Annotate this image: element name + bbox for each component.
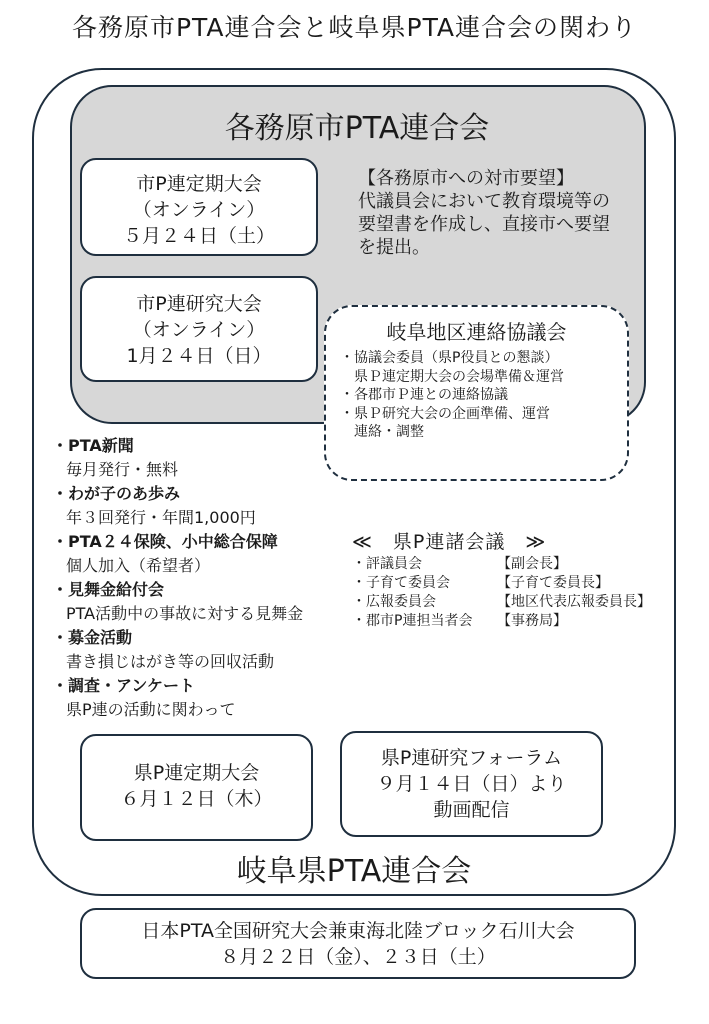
council-row (352, 555, 651, 574)
list-item: 連絡・調整 (340, 424, 424, 440)
box-line: 動画配信 (433, 799, 510, 821)
box-line: ６月１２日（木） (120, 788, 273, 810)
council-role: 【副会長】 (497, 556, 567, 572)
service-description: 年３回発行・年間1,000円 (66, 508, 256, 527)
request-line: 要望書を作成し、直接市へ要望 (358, 214, 610, 235)
council-role: 【地区代表広報委員長】 (497, 594, 651, 610)
prefecture-councils-list (352, 555, 651, 631)
council-row (352, 612, 651, 631)
council-role: 【子育て委員長】 (497, 575, 609, 591)
request-line: 代議員会において教育環境等の (358, 191, 610, 212)
page-title: 各務原市PTA連合会と岐阜県PTA連合会の関わり (71, 13, 638, 42)
service-item (52, 674, 352, 722)
service-heading: ・調査・アンケート (52, 676, 196, 695)
box-line: 市P連定期大会 (136, 173, 262, 195)
service-heading: ・募金活動 (52, 628, 133, 647)
prefecture-councils-title: ≪ 県P連諸会議 ≫ (352, 531, 547, 553)
box-line: 県P連研究フォーラム (380, 747, 563, 769)
list-item: ・県Ｐ研究大会の企画準備、運営 (340, 405, 550, 422)
list-item: ・協議会委員（県P役員との懇談） (340, 350, 559, 366)
district-council-items (340, 349, 564, 442)
service-heading: ・PTA新聞 (52, 436, 134, 455)
district-council-title: 岐阜地区連絡協議会 (386, 320, 567, 344)
box-line: 市P連研究大会 (136, 293, 262, 315)
service-heading: ・PTA２４保険、小中総合保障 (52, 532, 278, 551)
council-name: ・広報委員会 (352, 594, 436, 610)
service-item (52, 626, 352, 674)
services-list (52, 434, 352, 722)
service-item (52, 482, 352, 530)
city-research-meeting-box (80, 276, 318, 382)
service-description: 個人加入（希望者） (66, 556, 211, 575)
service-heading: ・わが子のあ歩み (52, 484, 181, 503)
service-description: 毎月発行・無料 (66, 460, 179, 479)
box-line: 1月２４日（日） (126, 345, 272, 367)
council-name: ・評議員会 (352, 556, 422, 572)
council-role: 【事務局】 (497, 613, 567, 629)
box-line: ８月２２日（金）、２３日（土） (220, 946, 496, 968)
city-pta-title: 各務原市PTA連合会 (224, 111, 490, 146)
council-name: ・子育て委員会 (352, 575, 450, 591)
prefecture-research-forum-box (340, 731, 603, 837)
box-line: ９月１４日（日）より (376, 773, 567, 795)
request-line: 【各務原市への対市要望】 (358, 168, 574, 189)
council-row (352, 593, 651, 612)
box-line: （オンライン） (132, 199, 266, 221)
service-item (52, 434, 352, 482)
box-line: 日本PTA全国研究大会兼東海北陸ブロック石川大会 (141, 920, 575, 942)
box-line: ５月２４日（土） (122, 225, 275, 247)
box-line: 県P連定期大会 (133, 762, 260, 784)
city-regular-meeting-box (80, 158, 318, 256)
service-item (52, 578, 352, 626)
service-description: 県P連の活動に関わって (66, 700, 236, 719)
service-description: PTA活動中の事故に対する見舞金 (66, 604, 304, 623)
service-description: 書き損じはがき等の回収活動 (66, 652, 275, 671)
list-item: 県Ｐ連定期大会の会場準備＆運営 (340, 368, 564, 385)
council-row (352, 574, 651, 593)
service-heading: ・見舞金給付会 (52, 580, 165, 599)
prefecture-pta-title: 岐阜県PTA連合会 (236, 854, 472, 889)
request-line: を提出。 (358, 237, 430, 258)
city-request-text (358, 167, 638, 259)
prefecture-regular-meeting-box (80, 734, 313, 841)
list-item: ・各郡市Ｐ連との連絡協議 (340, 387, 508, 403)
service-item (52, 530, 352, 578)
box-line: （オンライン） (132, 319, 266, 341)
national-conference-box (80, 908, 636, 979)
council-name: ・郡市P連担当者会 (352, 613, 473, 629)
